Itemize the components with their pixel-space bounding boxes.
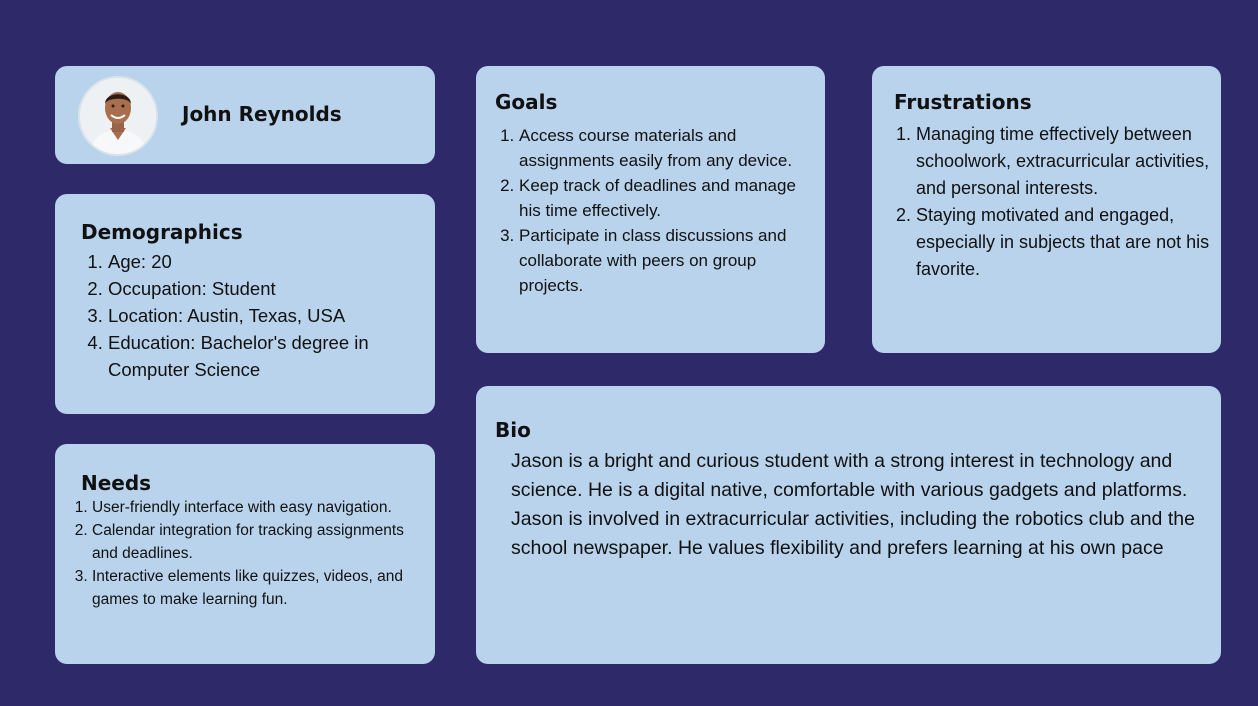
list-item: 2. Calendar integration for tracking assignments and deadlines. [92,519,432,565]
goals-title: Goals [495,90,558,114]
goals-list [502,123,819,298]
person-photo-icon [80,78,156,154]
bio-title: Bio [495,418,531,442]
bio-card [476,386,1221,664]
bio-text: Jason is a bright and curious student with a strong interest in technology and science. He is a digital native, comfortable with various gadgets and platforms. Jason is involved in extracurricular activities, including the robotics club and the school newspaper. He values flexibility and prefers learning at his own pace [511,450,1195,559]
list-item: 3. Participate in class discussions and collaborate with peers on group projects. [519,223,819,298]
persona-name: John Reynolds [182,102,342,126]
needs-card [55,444,435,664]
demographics-list [85,248,438,383]
frustrations-card [872,66,1221,353]
avatar [78,76,158,156]
list-item: 3. Interactive elements like quizzes, videos, and games to make learning fun. [92,565,432,611]
list-item: 4. Education: Bachelor's degree in Computer Science [108,329,438,383]
list-item: 2. Keep track of deadlines and manage his time effectively. [519,173,819,223]
list-item: 2. Occupation: Student [108,275,438,302]
list-item: 1. User-friendly interface with easy navigation. [92,496,432,519]
frustrations-list [898,121,1231,283]
goals-card [476,66,825,353]
demographics-title: Demographics [81,220,243,244]
list-item: 1. Age: 20 [108,248,438,275]
profile-card [55,66,435,164]
list-item: 3. Location: Austin, Texas, USA [108,302,438,329]
demographics-card [55,194,435,414]
frustrations-title: Frustrations [894,90,1032,114]
list-item: 1. Access course materials and assignments easily from any device. [519,123,819,173]
list-item: 1. Managing time effectively between schoolwork, extracurricular activities, and personal interests. [916,121,1231,202]
needs-title: Needs [81,471,152,495]
list-item: 2. Staying motivated and engaged, especially in subjects that are not his favorite. [916,202,1231,283]
needs-list [77,496,432,611]
